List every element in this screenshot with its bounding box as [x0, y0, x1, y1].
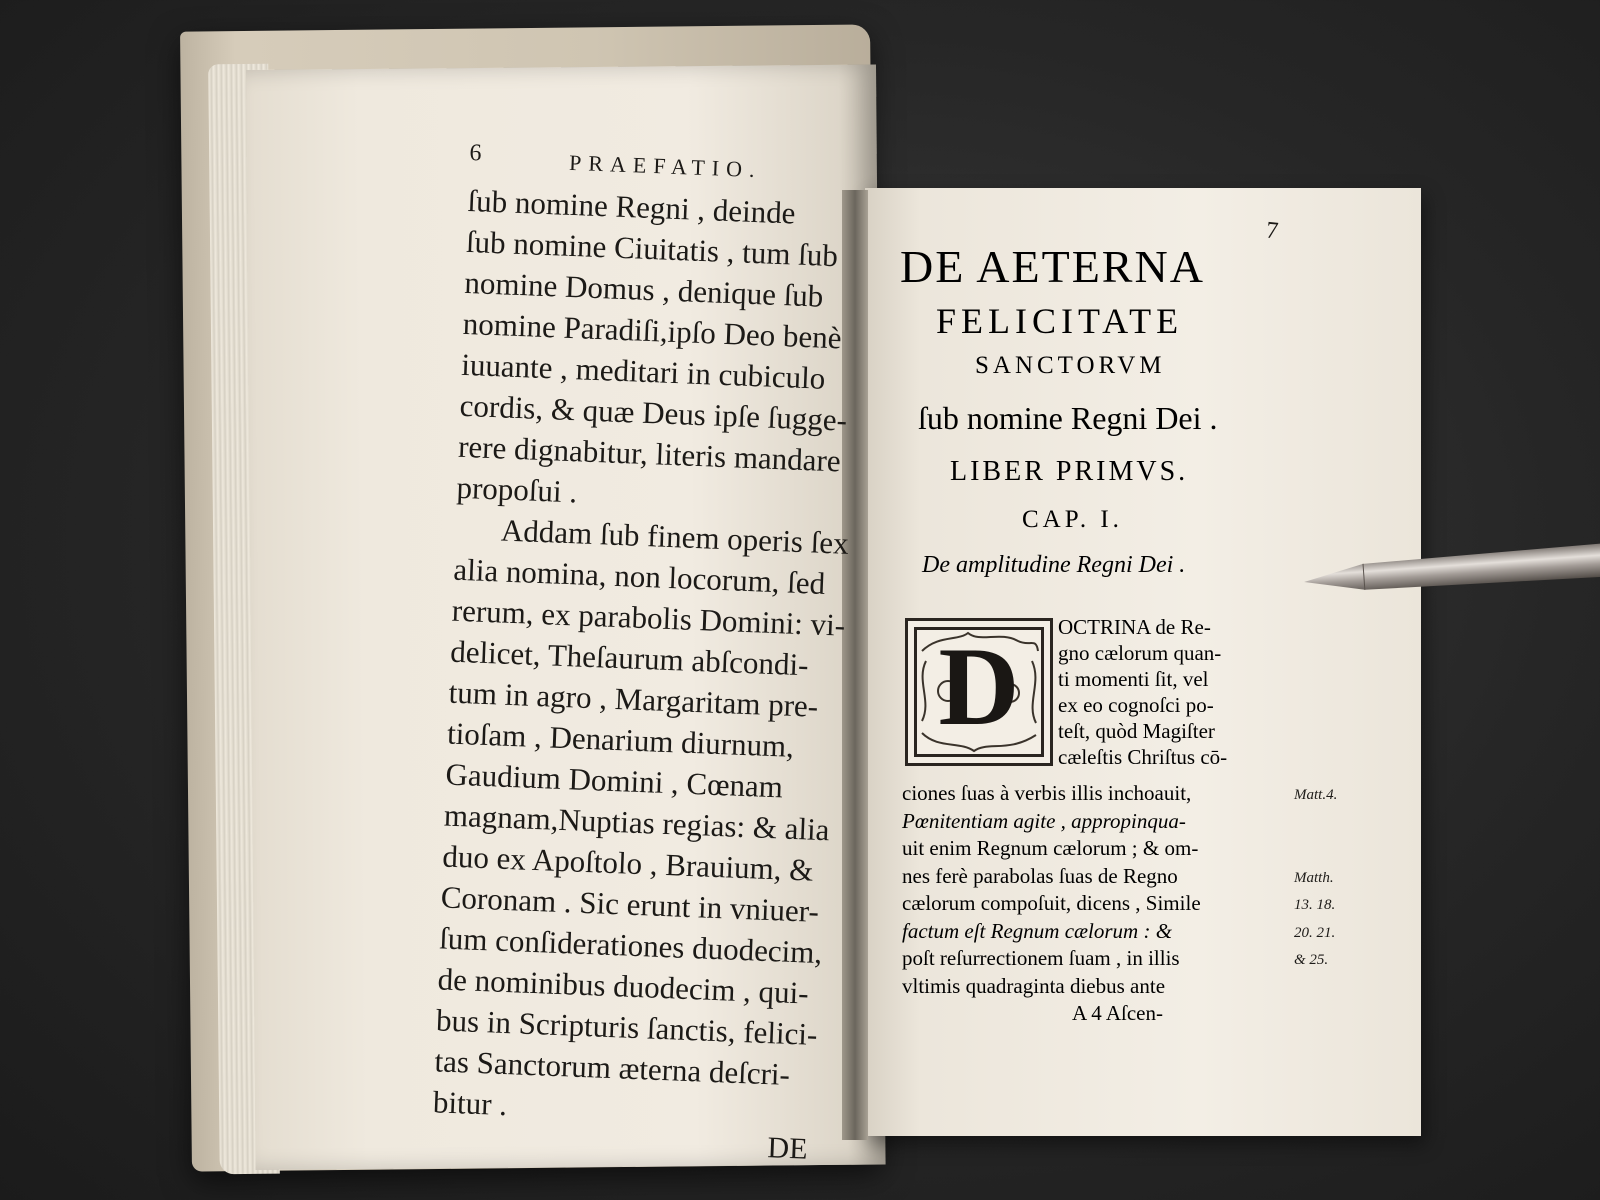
signature-catchword: A 4 Aſcen-: [1072, 1001, 1163, 1025]
title-line-2: FELICITATE: [936, 301, 1184, 341]
text-line: alia nomina, non locorum, ſed: [452, 551, 826, 601]
text-line: ti momenti ſit, vel: [1058, 667, 1209, 691]
text-line: gno cælorum quan-: [1058, 641, 1222, 665]
text-line: Addam ſub finem operis ſex: [500, 512, 850, 561]
right-page-number: 7: [1264, 217, 1280, 245]
left-page-number: 6: [469, 140, 482, 167]
text-line: factum eſt Regnum cælorum : &: [902, 918, 1173, 943]
text-line: poſt reſurrectionem ſuam , in illis: [902, 946, 1180, 970]
text-line: iuuante , meditari in cubiculo: [460, 346, 826, 396]
text-line: duo ex Apoſtolo , Brauium, &: [441, 838, 815, 888]
text-line: Gaudium Domini , Cœnam: [444, 756, 784, 805]
running-head: PRAEFATIO.: [568, 149, 763, 183]
title-line-3: SANCTORVM: [975, 352, 1166, 379]
chapter-heading: CAP. I.: [1022, 506, 1123, 533]
body-text: [902, 780, 1292, 1028]
text-line: rerum, ex parabolis Domini: vi-: [451, 592, 846, 643]
initial-side-text: [1058, 614, 1298, 770]
margin-note: Matth.: [1294, 869, 1334, 886]
text-line: uit enim Regnum cælorum ; & om-: [902, 836, 1199, 860]
text-line: propoſui .: [455, 469, 578, 510]
margin-note: & 25.: [1294, 952, 1329, 968]
decorated-initial: [905, 618, 1053, 766]
text-line: bus in Scripturis ſanctis, felici-: [435, 1002, 818, 1052]
text-line: nomine Domus , denique ſub: [463, 264, 824, 314]
text-line: cælorum compoſuit, dicens , Simile: [902, 891, 1201, 915]
text-line: ſub nomine Regni , deinde: [467, 182, 797, 231]
text-line: delicet, Theſaurum abſcondi-: [449, 633, 810, 683]
text-line: nomine Paradiſi,ipſo Deo benè: [462, 305, 843, 356]
text-line: rere dignabitur, literis mandare: [457, 428, 842, 479]
margin-note: Matt.4.: [1294, 787, 1338, 803]
text-line: ſum conſiderationes duodecim,: [438, 920, 823, 971]
text-line: teſt, quòd Magiſter: [1058, 719, 1215, 743]
margin-notes: [1294, 782, 1374, 975]
text-line: tas Sanctorum æterna deſcri-: [433, 1043, 791, 1092]
text-line: nes ferè parabolas ſuas de Regno: [902, 863, 1178, 888]
text-line: OCTRINA de Re-: [1058, 615, 1211, 639]
margin-note: 13. 18.: [1294, 897, 1336, 913]
text-line: tum in agro , Margaritam pre-: [448, 674, 819, 724]
text-line: ciones ſuas à verbis illis inchoauit,: [902, 781, 1192, 805]
margin-note: 20. 21.: [1294, 924, 1336, 941]
text-line: vltimis quadraginta diebus ante: [902, 973, 1166, 998]
text-line: Coronam . Sic erunt in vniuer-: [440, 879, 820, 929]
catchword: DE: [766, 1131, 809, 1166]
title-line-4: ſub nomine Regni Dei .: [918, 400, 1218, 436]
left-page-text: [431, 140, 870, 1168]
text-line: Pœnitentiam agite , appropinqua-: [902, 808, 1186, 833]
chapter-title: De amplitudine Regni Dei .: [922, 552, 1186, 578]
text-line: de nominibus duodecim , qui-: [437, 961, 810, 1011]
text-line: bitur .: [432, 1084, 508, 1123]
text-line: ex eo cognoſci po-: [1058, 693, 1214, 717]
text-line: ſub nomine Ciuitatis , tum ſub: [465, 223, 839, 274]
text-line: cordis, & quæ Deus ipſe ſugge-: [459, 387, 848, 438]
book-heading: LIBER PRIMVS.: [950, 456, 1189, 487]
text-line: tioſam , Denarium diurnum,: [446, 715, 795, 764]
title-line-1: DE AETERNA: [900, 241, 1205, 292]
initial-letter: D: [938, 625, 1020, 749]
text-line: magnam,Nuptias regias: & alia: [443, 797, 831, 848]
text-line: cæleſtis Chriſtus cō-: [1058, 745, 1228, 769]
